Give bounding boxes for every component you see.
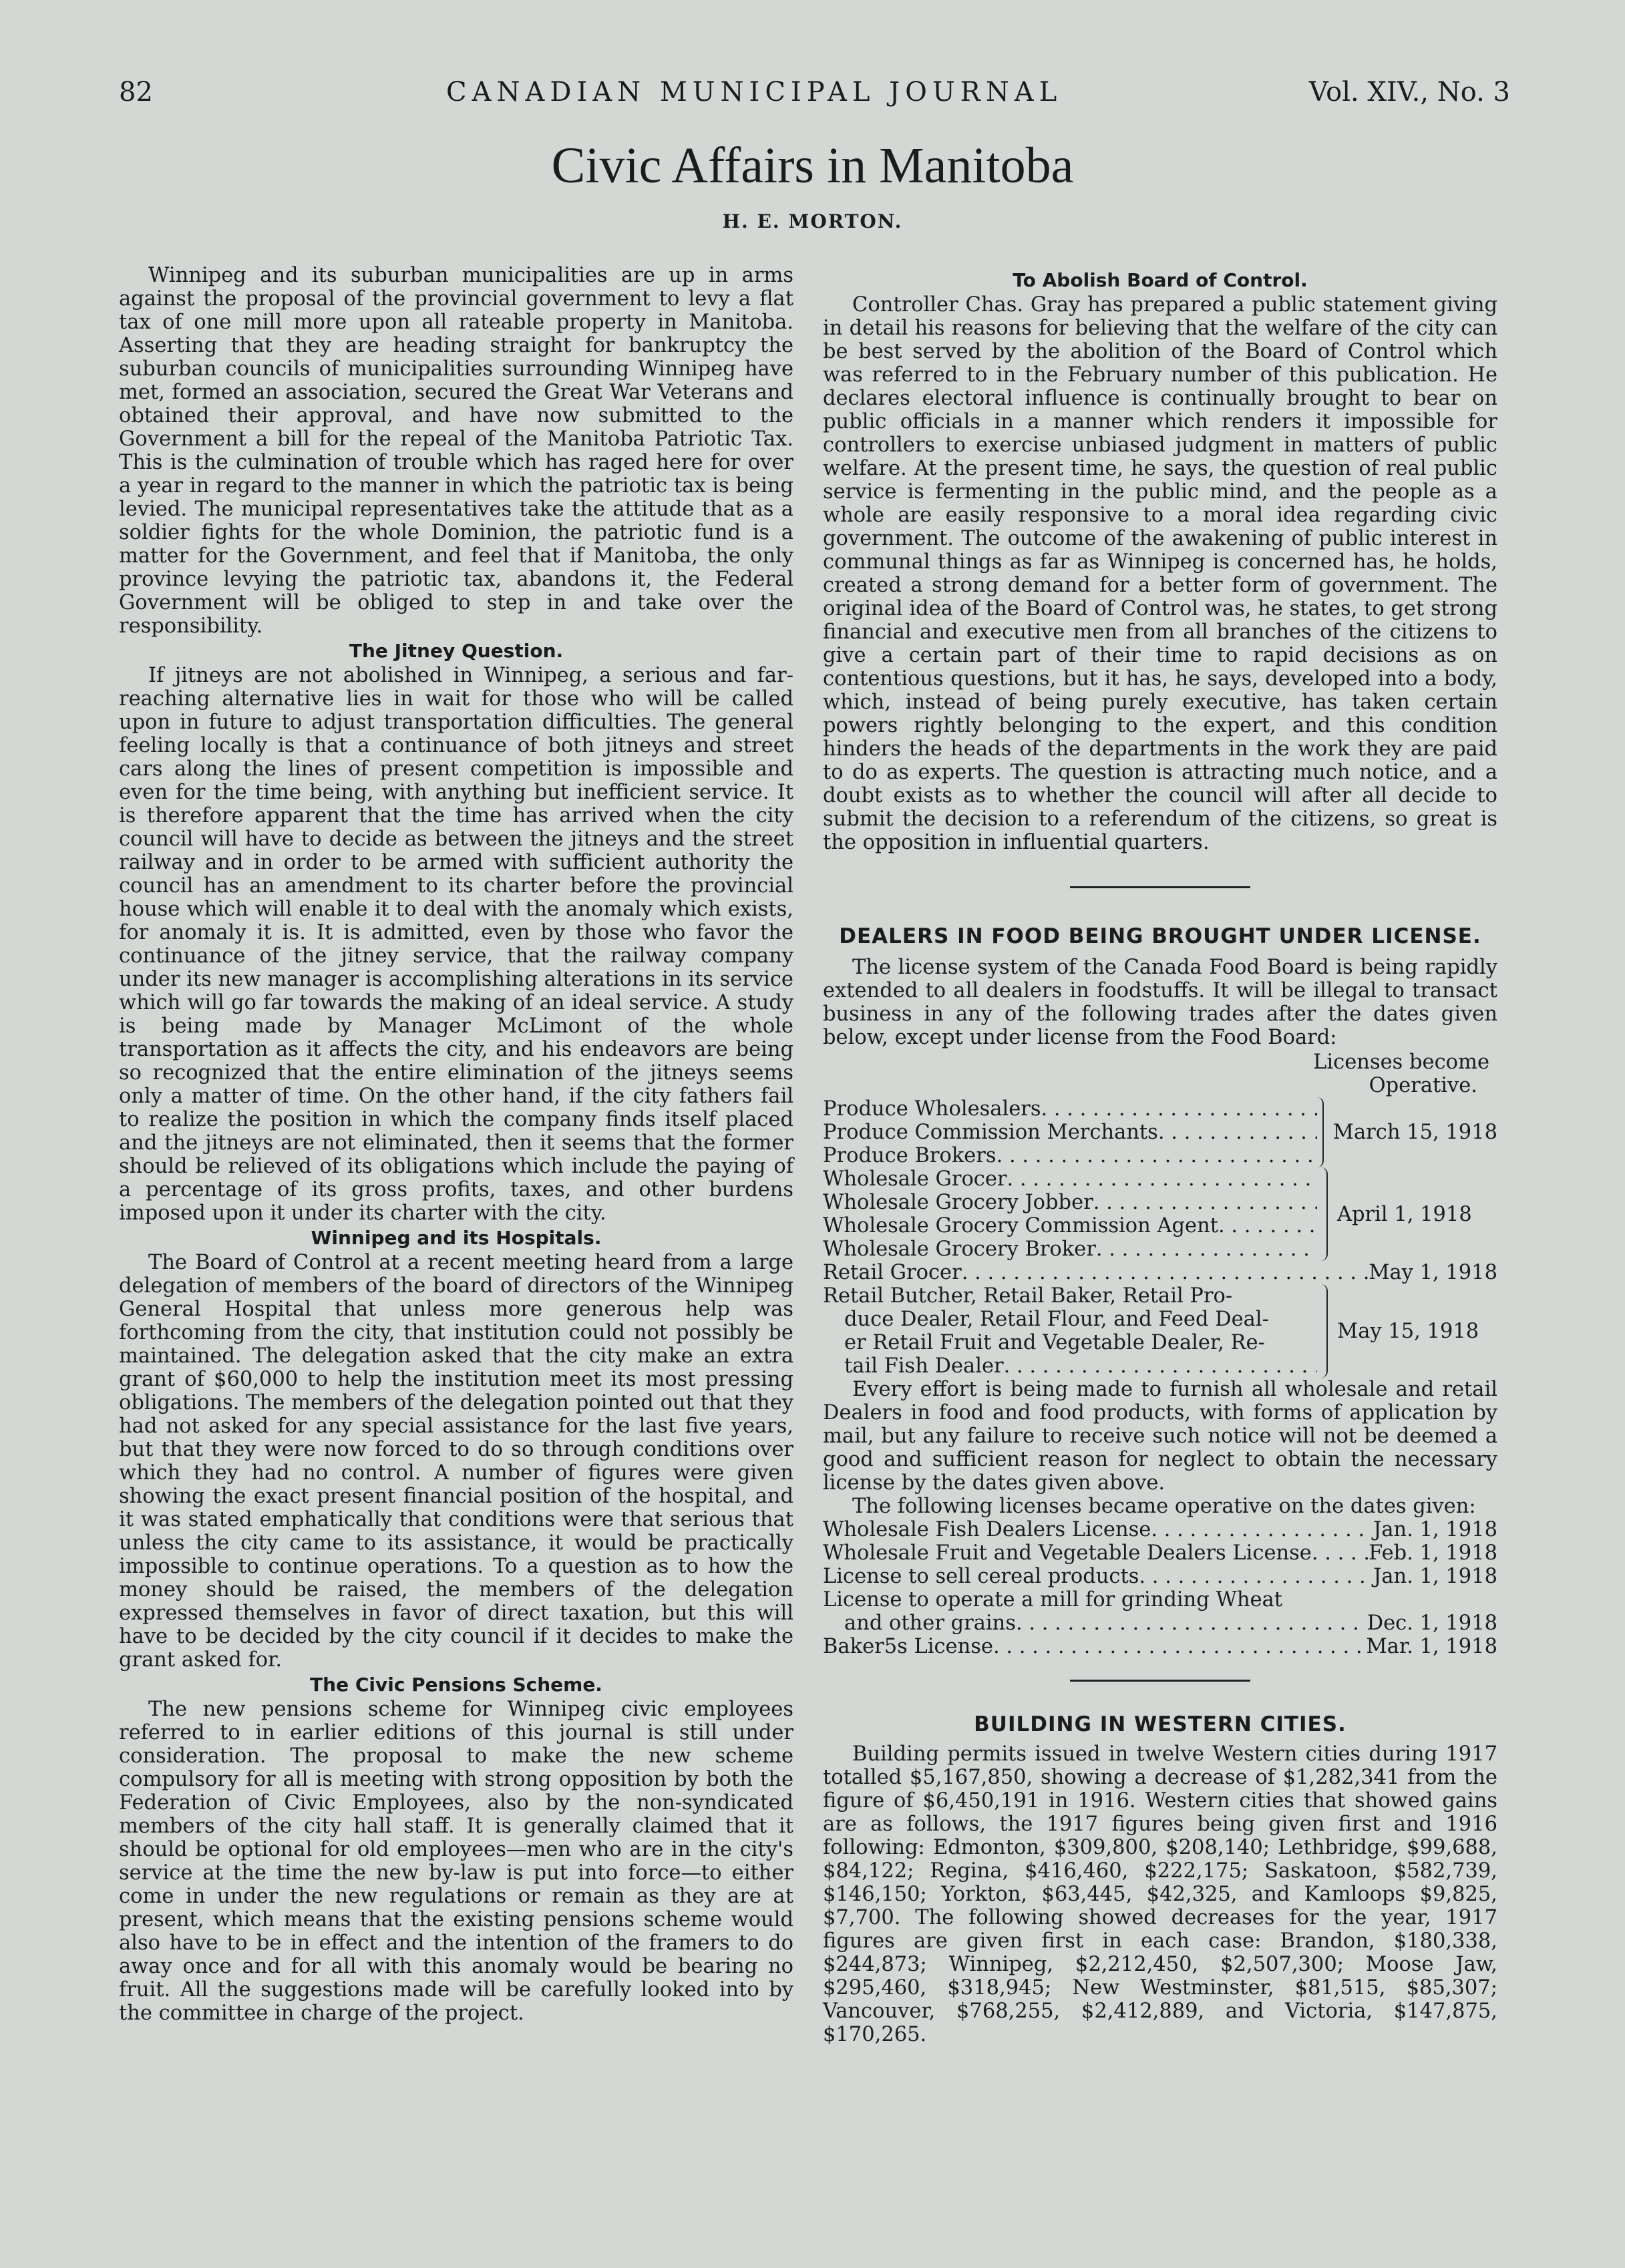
journal-name: CANADIAN MUNICIPAL JOURNAL: [446, 77, 1063, 108]
license-item: tail Fish Dealer . . .: [823, 1354, 1317, 1378]
license-date: April 1, 1918: [1337, 1202, 1472, 1226]
license-item: Produce Wholesalers . . .: [823, 1097, 1317, 1121]
license-item: Wholesale Grocery Commission Agent . . .: [823, 1214, 1317, 1238]
article-title: Civic Affairs in Manitoba: [551, 138, 1074, 194]
running-head: [119, 77, 1510, 117]
building-paragraph: Building permits issued in twelve Western cities during 1917 totalled $5,167,850, showing a decrease of $1,282,341 from the figure of $6,450,191 in 1916. Western cities that showed gains are as follows, the 1917 figures being given first and 1916 following: Edmonton, $309,800, $208,140; Lethbridge, $99,688, $84,122; Regina, $416,460, $222,175; Saskatoon, $582,739, $146,150; Yorkton, $63,445, $42,325, and Kamloops $9,825, $7,700. The following showed decreases for the year, 1917 figures are given first in each case: Brandon, $180,338, $244,873; Winnipeg, $2,212,450, $2,507,300; Moose Jaw, $295,460, $318,945; New Westminster, $81,515, $85,307; Vancouver, $768,255, $2,412,889, and Victoria, $147,875, $170,265.: [823, 1742, 1497, 2046]
license-item: Wholesale Grocery Jobber . . .: [823, 1191, 1317, 1214]
left-column: [119, 264, 793, 2025]
operative-license: License to sell cereal products . . . Jan. 1, 1918: [823, 1565, 1497, 1588]
license-group-retail: [823, 1284, 1497, 1378]
dealers-intro: The license system of the Canada Food Board is being rapidly extended to all dealers in foodstuffs. It will be illegal to transact business in any of the following trades after the dates given below, except under license from the Food Board:: [823, 956, 1497, 1049]
volume-number: Vol. XIV., No. 3: [1308, 77, 1510, 108]
operative-license: Wholesale Fish Dealers License . . . Jan. 1, 1918: [823, 1518, 1497, 1541]
right-column: [823, 268, 1497, 2046]
pensions-paragraph: The new pensions scheme for Winnipeg civic employees referred to in earlier editions of this journal is still under consideration. The proposal to make the new scheme compulsory for all is meeting with strong opposition by both the Federation of Civic Employees, also by the non-syndicated members of the city hall staff. It is generally claimed that it should be optional for old employees—men who are in the city's service at the time the new by-law is put into force—to either come in under the new regulations or remain as they are at present, which means that the existing pensions scheme would also have to be in effect and the intention of the framers to do away once and for all with this anomaly would be bearing no fruit. All the suggestions made will be carefully looked into by the committee in charge of the project.: [119, 1698, 793, 2025]
license-item: er Retail Fruit and Vegetable Dealer, Re-: [844, 1331, 1265, 1354]
operative-license: Wholesale Fruit and Vegetable Dealers License . . . Feb. 1, 1918: [823, 1541, 1497, 1565]
brace: [1317, 1097, 1324, 1167]
license-date: May 15, 1918: [1337, 1319, 1479, 1343]
pensions-heading: The Civic Pensions Scheme.: [310, 1674, 602, 1696]
dealers-effort-paragraph: Every effort is being made to furnish all wholesale and retail Dealers in food and food products, with forms of application by mail, but any failure to receive such notice will not be deemed a good and sufficient reason for neglect to obtain the necessary license by the dates given above.: [823, 1378, 1497, 1495]
jitney-heading: The Jitney Question.: [349, 640, 564, 662]
operative-license-mill: License to operate a mill for grinding Wheat: [823, 1588, 1283, 1612]
hospitals-paragraph: The Board of Control at a recent meeting heard from a large delegation of members of the board of directors of the Winnipeg General Hospital that unless more generous help was forthcoming from the city, that institution could not possibly be maintained. The delegation asked that the city make an extra grant of $60,000 to help the institution meet its most pressing obligations. The members of the delegation pointed out that they had not asked for any special assistance for the last five years, but that they were now forced to do so through conditions over which they had no control. A number of figures were given showing the exact present financial position of the hospital, and it was stated emphatically that conditions were that serious that unless the city came to its assistance, it would be practically impossible to continue operations. To a question as to how the money should be raised, the members of the delegation expressed themselves in favor of direct taxation, but this will have to be decided by the city council if it decides to make the grant asked for.: [119, 1251, 793, 1672]
board-of-control-heading: To Abolish Board of Control.: [1013, 269, 1308, 291]
page-number: 82: [119, 77, 153, 108]
operative-license-bakers: Baker5s License . . . Mar. 1, 1918: [823, 1635, 1497, 1658]
brace: [1317, 1284, 1328, 1378]
license-group-produce: [823, 1097, 1497, 1167]
intro-paragraph: Winnipeg and its suburban municipalities are up in arms against the proposal of the provincial government to levy a flat tax of one mill more upon all rateable property in Manitoba. Asserting that they are heading straight for bankruptcy the suburban councils of municipalities surrounding Winnipeg have met, formed an association, secured the Great War Veterans and obtained their approval, and have now submitted to the Government a bill for the repeal of the Manitoba Patriotic Tax. This is the culmination of trouble which has raged here for over a year in regard to the manner in which the patriotic tax is being levied. The municipal representatives take the attitude that as a soldier fights for the whole Dominion, the patriotic fund is a matter for the Government, and feel that if Manitoba, the only province levying the patriotic tax, abandons it, the Federal Government will be obliged to step in and take over the responsibility.: [119, 264, 793, 638]
license-item: Wholesale Grocery Broker . . .: [823, 1238, 1317, 1261]
brace: [1317, 1167, 1328, 1261]
licenses-header-line1: Licenses become: [1313, 1051, 1489, 1074]
hospitals-heading: Winnipeg and its Hospitals.: [311, 1227, 602, 1249]
building-heading: BUILDING IN WESTERN CITIES.: [974, 1712, 1346, 1736]
license-item: Produce Commission Merchants . . .: [823, 1121, 1317, 1144]
license-item: Wholesale Grocer . . .: [823, 1167, 1317, 1191]
jitney-paragraph: If jitneys are not abolished in Winnipeg, a serious and far-reaching alternative lies in wait for those who will be called upon in future to adjust transportation difficulties. The general feeling locally is that a continuance of both jitneys and street cars along the lines of present competition is impossible and even for the time being, with anything but inefficient service. It is therefore apparent that the time has arrived when the city council will have to decide as between the jitneys and the street railway and in order to be armed with sufficient authority the council has an amendment to its charter before the provincial house which will enable it to deal with the anomaly which exists, for anomaly it is. It is admitted, even by those who favor the continuance of the jitney service, that the railway company under its new manager is accomplishing alterations in its service which will go far towards the making of an ideal service. A study is being made by Manager McLimont of the whole transportation as it affects the city, and his endeavors are being so recognized that the entire elimination of the jitneys seems only a matter of time. On the other hand, if the city fathers fail to realize the position in which the company finds itself placed and the jitneys are not eliminated, then it seems that the former should be relieved of its obligations which include the paying of a percentage of its gross profits, taxes, and other burdens imposed upon it under its charter with the city.: [119, 664, 793, 1225]
license-date: March 15, 1918: [1332, 1121, 1497, 1144]
dealers-heading: DEALERS IN FOOD BEING BROUGHT UNDER LICENSE.: [839, 924, 1481, 948]
licenses-column-header: [823, 1051, 1497, 1097]
dealers-following-paragraph: The following licenses became operative on the dates given:: [852, 1495, 1476, 1518]
license-item: duce Dealer, Retail Flour, and Feed Deal-: [844, 1308, 1269, 1331]
license-item: Produce Brokers . . .: [823, 1144, 1317, 1167]
license-item-retail-grocer: Retail Grocer . . . May 1, 1918: [823, 1261, 1497, 1284]
board-of-control-paragraph: Controller Chas. Gray has prepared a public statement giving in detail his reasons for believing that the welfare of the city can be best served by the abolition of the Board of Control which was referred to in the February number of this publication. He declares electoral influence is continually brought to bear on public officials in a manner which renders it impossible for controllers to exercise unbiased judgment in matters of public welfare. At the present time, he says, the question of real public service is fermenting in the public mind, and the people as a whole are easily responsive to a moral idea regarding civic government. The outcome of the awakening of public interest in communal things as far as Winnipeg is concerned has, he holds, created a strong demand for a better form of government. The original idea of the Board of Control was, he states, to get strong financial and executive men from all branches of the citizens to give a certain part of their time to rapid decisions as on contentious questions, but it has, he says, developed into a body, which, instead of being purely executive, has taken certain powers rightly belonging to the expert, and this condition hinders the heads of the departments in the work they are paid to do as experts. The question is attracting much notice, and a doubt exists as to whether the council will after all decide to submit the decision to a referendum of the citizens, so great is the opposition in influential quarters.: [823, 293, 1497, 854]
operative-license-mill-cont: and other grains . . . Dec. 1, 1918: [823, 1612, 1497, 1635]
license-group-wholesale-grocery: [823, 1167, 1497, 1261]
licenses-header-line2: Operative.: [1369, 1074, 1477, 1097]
article-author: H. E. MORTON.: [722, 210, 903, 232]
license-item: Retail Butcher, Retail Baker, Retail Pro-: [823, 1284, 1233, 1308]
